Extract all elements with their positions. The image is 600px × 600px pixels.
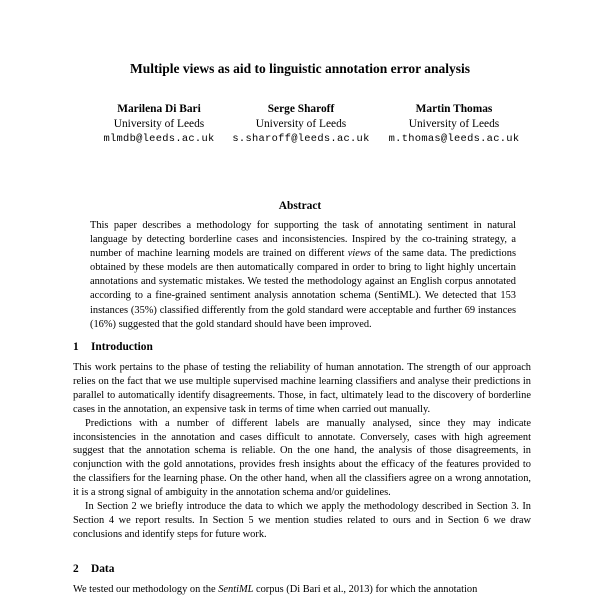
abstract-text: of the same data. The predictions obtained by these models are then automatically compared in order to bring to light highly uncertain annotations and systematic mistakes. We tested the methodology against an English corpus annotated according to a fine-grained sentiment analysis annotation schema (SentiML). We detected that 153 instances (35%) classified differently from the gold standard were acceptable and further 69 instances (16%) suggested that the gold standard should have been improved. — [90, 248, 516, 330]
data-body — [73, 583, 531, 597]
author-block — [374, 102, 534, 147]
author-email: s.sharoff@leeds.ac.uk — [232, 133, 370, 145]
abstract-heading: Abstract — [278, 200, 322, 212]
section-number: 2 — [73, 563, 79, 575]
corpus-name: SentiML — [218, 584, 254, 595]
paper-title: Multiple views as aid to linguistic annotation error analysis — [129, 61, 471, 76]
abstract-paragraph — [90, 219, 516, 332]
body-text: corpus (Di Bari et al., 2013) for which the annotation — [253, 584, 478, 595]
author-affiliation: University of Leeds — [113, 118, 205, 130]
abstract-text: This paper describes a methodology for supporting the task of annotating sentiment in natural language by detecting borderline cases and inconsistencies. Inspired by the co-training strategy, a number of machine learning models are trained on different — [90, 220, 516, 260]
author-name: Marilena Di Bari — [117, 103, 201, 115]
section-heading-data — [73, 562, 114, 576]
section-number: 1 — [73, 341, 79, 353]
author-name: Martin Thomas — [415, 103, 493, 115]
author-block — [221, 102, 381, 147]
body-paragraph: This work pertains to the phase of testing the reliability of human annotation. The strength of our approach relies on the fact that we use multiple supervised machine learning classifiers and analyse their predictions in parallel to automatically identify disagreements. Those, in fact, ultimately lead to the discovery of borderline cases in the annotation, an expensive task in terms of time when carried out manually. — [73, 362, 531, 415]
body-paragraph: Predictions with a number of different labels are manually analysed, since they may indicate inconsistencies in the annotation and cases difficult to annotate. Conversely, cases with high agreement suggest that the annotation schema is reliable. On the one hand, the analysis of those disagreements, in conjunction with the gold annotations, provides fresh insights about the efficacy of the features provided to the classifiers for the learning phase. On the other hand, when all the classifiers agree on a wrong annotation, it is a strong signal of ambiguity in the annotation schema and/or guidelines. — [73, 417, 531, 499]
abstract-body — [90, 219, 516, 332]
author-block — [79, 102, 239, 147]
section-title: Data — [91, 563, 115, 575]
section-title: Introduction — [91, 341, 153, 353]
author-email: m.thomas@leeds.ac.uk — [388, 133, 520, 145]
abstract-emphasis: views — [347, 248, 371, 260]
body-paragraph — [73, 583, 531, 597]
author-email: mlmdb@leeds.ac.uk — [103, 133, 215, 145]
body-paragraph: In Section 2 we briefly introduce the data to which we apply the methodology described in Section 3. In Section 4 we report results. In Section 5 we mention studies related to ours and in Section 6 we draw conclusions and identify steps for future work. — [73, 501, 531, 540]
author-affiliation: University of Leeds — [408, 118, 500, 130]
introduction-body — [73, 361, 531, 542]
body-text: We tested our methodology on the — [73, 584, 219, 595]
section-heading-introduction — [73, 340, 153, 354]
author-name: Serge Sharoff — [267, 103, 335, 115]
author-affiliation: University of Leeds — [255, 118, 347, 130]
